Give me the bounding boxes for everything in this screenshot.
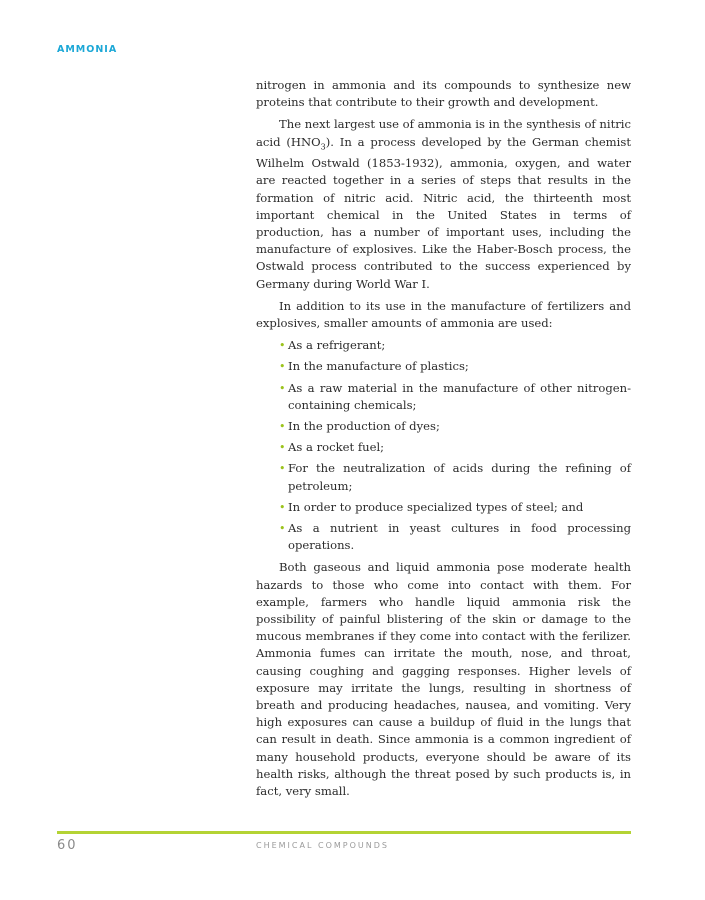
footer-rule	[57, 831, 631, 834]
list-item	[279, 520, 631, 554]
uses-list	[256, 337, 631, 554]
paragraph-3: In addition to its use in the manufacture of fertilizers and explosives, smaller amounts of ammonia are used:	[256, 298, 631, 330]
bullet-icon: •	[279, 521, 286, 535]
list-item	[279, 499, 631, 516]
list-item	[279, 358, 631, 375]
list-item-text: In the manufacture of plastics;	[288, 359, 469, 374]
body-text	[256, 77, 631, 805]
bullet-icon: •	[279, 360, 286, 374]
bullet-icon: •	[279, 381, 286, 395]
paragraph-2	[256, 116, 631, 292]
list-item-text: As a refrigerant;	[288, 338, 386, 353]
paragraph-1: nitrogen in ammonia and its compounds to synthesize new proteins that contribute to their growth and development.	[256, 78, 631, 110]
list-item	[279, 337, 631, 354]
list-item-text: In order to produce specialized types of steel; and	[288, 499, 584, 514]
bullet-icon: •	[279, 339, 286, 353]
footer-book-title: CHEMICAL COMPOUNDS	[256, 841, 389, 850]
list-item-text: As a rocket fuel;	[288, 440, 385, 455]
list-item-text: As a nutrient in yeast cultures in food processing operations.	[288, 520, 631, 553]
list-item-text: For the neutralization of acids during the refining of petroleum;	[288, 461, 631, 493]
bullet-icon: •	[279, 441, 286, 455]
bullet-icon: •	[279, 419, 286, 433]
bullet-icon: •	[279, 500, 286, 514]
paragraph-2-end: ). In a process developed by the German chemist Wilhelm Ostwald (1853-1932), ammonia, oxygen, and water are reacted together in a series of steps that results in the formation of nitric acid. Nitric acid, the thirteenth most important chemical in the United States in terms of production, has a number of important uses, including the manufacture of explosives. Like the Haber-Bosch process, the Ostwald process contributed to the success experienced by Germany during World War I.	[256, 134, 631, 291]
list-item-text: In the production of dyes;	[288, 418, 440, 433]
list-item	[279, 418, 631, 435]
paragraph-4: Both gaseous and liquid ammonia pose moderate health hazards to those who come into contact with them. For example, farmers who handle liquid ammonia risk the possibility of painful blistering of the skin or damage to the mucous membranes if they come into contact with the ferilizer. Ammonia fumes can irritate the mouth, nose, and throat, causing coughing and gagging responses. Higher levels of exposure may irritate the lungs, resulting in shortness of breath and producing headaches, nausea, and vomiting. Very high exposures can cause a buildup of fluid in the lungs that can result in death. Since ammonia is a common ingredient of many household products, everyone should be aware of its health risks, although the threat posed by such products is, in fact, very small.	[256, 560, 631, 799]
nitrate-subscript: 3	[320, 141, 326, 151]
page-number: 60	[57, 838, 78, 853]
list-item-text: As a raw material in the manufacture of other nitrogen-containing chemicals;	[288, 380, 631, 412]
running-head: AMMONIA	[57, 44, 118, 55]
list-item	[279, 380, 631, 414]
list-item	[279, 460, 631, 494]
paragraph-2-start: The next largest use of ammonia is in the synthesis of nitric acid (HNO	[256, 117, 631, 149]
bullet-icon: •	[279, 462, 286, 476]
list-item	[279, 439, 631, 456]
